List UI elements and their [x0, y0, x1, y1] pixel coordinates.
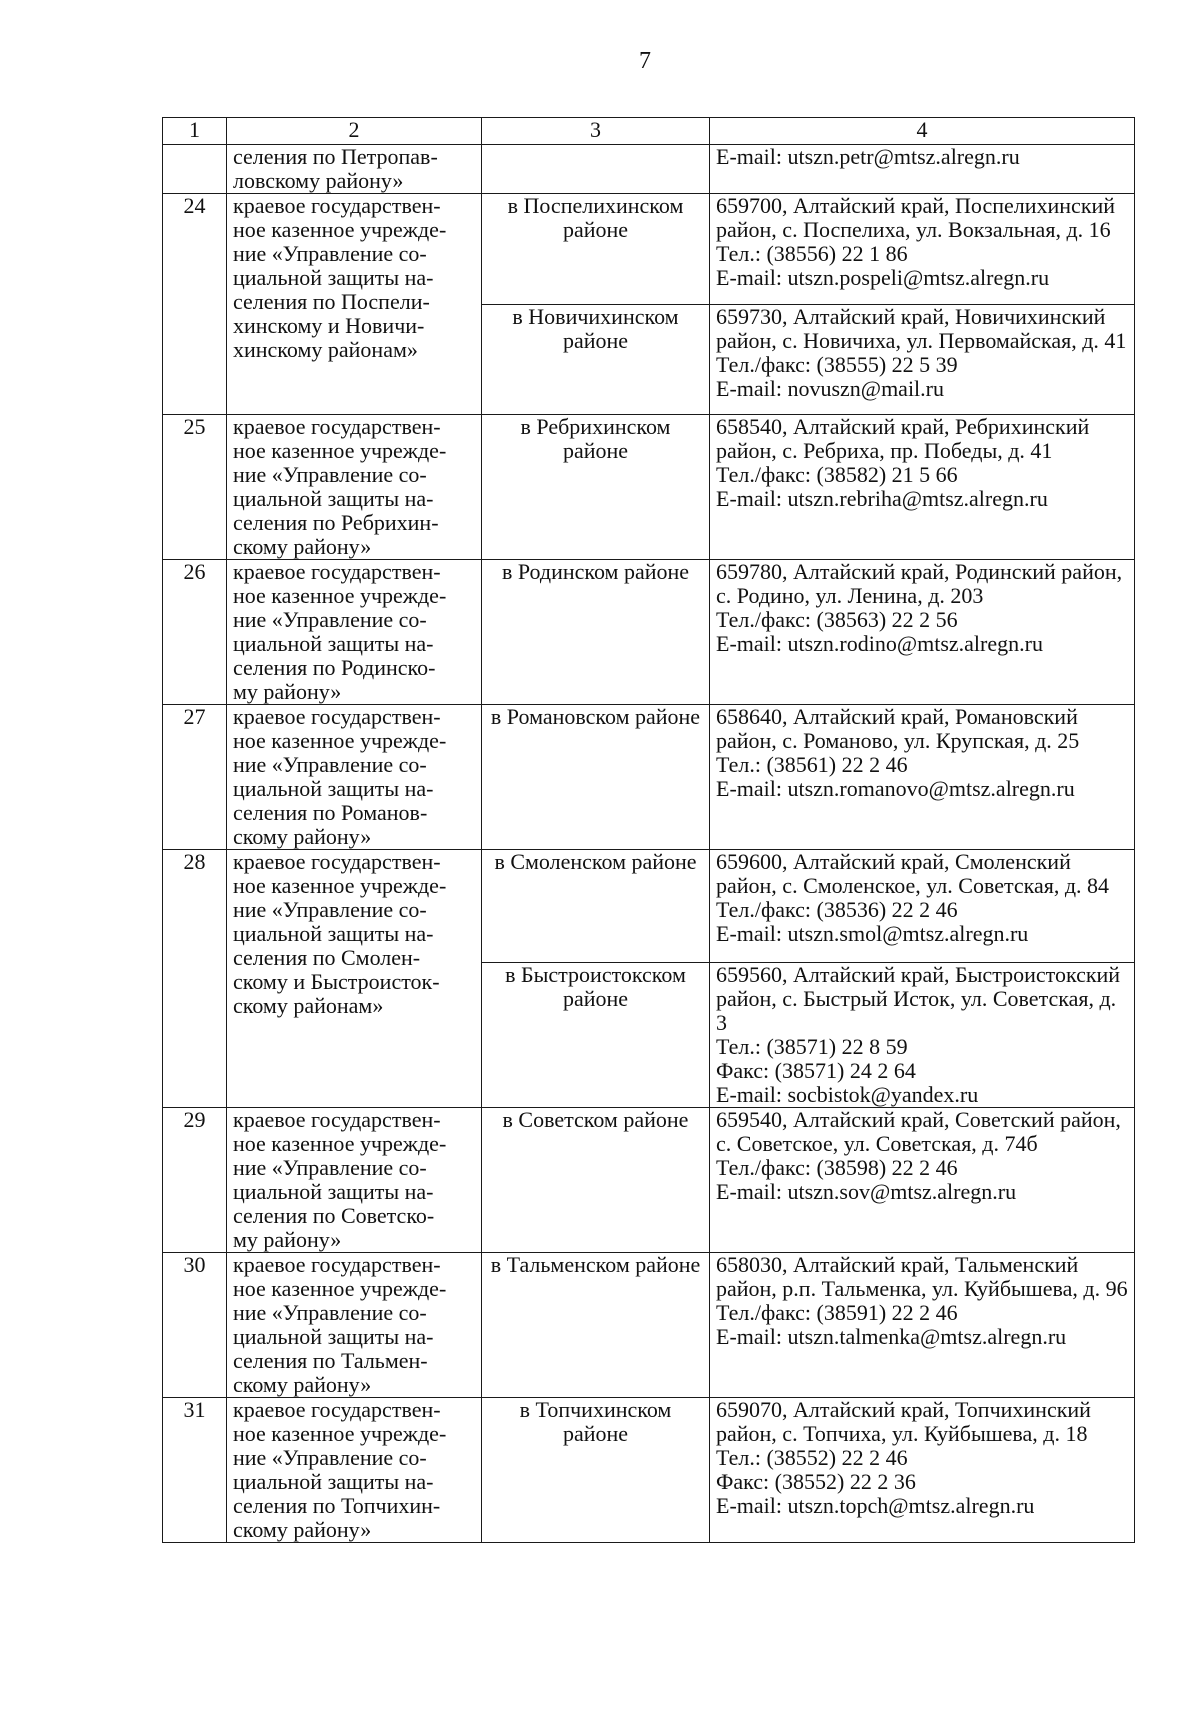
district-name: в Смоленском районе — [482, 850, 710, 963]
district-name: в Романовском районе — [482, 705, 710, 850]
contact-line: Тел./факс: (38582) 21 5 66 — [716, 462, 958, 487]
column-header-4: 4 — [710, 118, 1135, 145]
contact-line: 658640, Алтайский край, Романовский район, с. Романово, ул. Крупская, д. 25 — [716, 704, 1080, 753]
row-number: 28 — [163, 850, 227, 1108]
district-name — [482, 145, 710, 194]
contact-line: 658030, Алтайский край, Тальменский район, р.п. Тальменка, ул. Куйбышева, д. 96 — [716, 1252, 1128, 1301]
institution-name: селения по Петропав- ловскому району» — [227, 145, 482, 194]
row-number: 24 — [163, 194, 227, 415]
column-header-3: 3 — [482, 118, 710, 145]
contact-line: E-mail: utszn.topch@mtsz.alregn.ru — [716, 1493, 1035, 1518]
contact-details — [710, 305, 1135, 415]
contact-line: 658540, Алтайский край, Ребрихинский район, с. Ребриха, пр. Победы, д. 41 — [716, 414, 1090, 463]
district-name: в Новичихинском районе — [482, 305, 710, 415]
contact-line: E-mail: utszn.romanovo@mtsz.alregn.ru — [716, 776, 1075, 801]
contact-line: E-mail: utszn.rebriha@mtsz.alregn.ru — [716, 486, 1048, 511]
row-number: 30 — [163, 1253, 227, 1398]
table-row — [163, 145, 1135, 194]
institution-name: краевое государствен- ное казенное учрежде- ние «Управление со- циальной защиты на- селения по Родинско- му району» — [227, 560, 482, 705]
row-number — [163, 145, 227, 194]
contact-line: 659700, Алтайский край, Поспелихинский район, с. Поспелиха, ул. Вокзальная, д. 16 — [716, 193, 1116, 242]
column-number-row — [163, 118, 1135, 145]
table-row — [163, 850, 1135, 963]
row-number: 27 — [163, 705, 227, 850]
table-row — [163, 1398, 1135, 1543]
table-row — [163, 1253, 1135, 1398]
institution-name: краевое государствен- ное казенное учрежде- ние «Управление со- циальной защиты на- селения по Советско- му району» — [227, 1108, 482, 1253]
contact-line: Тел.: (38552) 22 2 46 — [716, 1445, 908, 1470]
contact-line: E-mail: utszn.talmenka@mtsz.alregn.ru — [716, 1324, 1067, 1349]
district-name: в Советском районе — [482, 1108, 710, 1253]
institution-name: краевое государствен- ное казенное учрежде- ние «Управление со- циальной защиты на- селения по Тальмен- скому району» — [227, 1253, 482, 1398]
contact-details — [710, 560, 1135, 705]
contact-line: Тел./факс: (38563) 22 2 56 — [716, 607, 958, 632]
row-number: 25 — [163, 415, 227, 560]
contact-line: 659540, Алтайский край, Советский район, с. Советское, ул. Советская, д. 74б — [716, 1107, 1121, 1156]
district-name: в Быстроистокском районе — [482, 963, 710, 1108]
institution-name: краевое государствен- ное казенное учрежде- ние «Управление со- циальной защиты на- селения по Ребрихин- скому району» — [227, 415, 482, 560]
contact-line: E-mail: utszn.pospeli@mtsz.alregn.ru — [716, 265, 1050, 290]
contact-line: 659600, Алтайский край, Смоленский район, с. Смоленское, ул. Советская, д. 84 — [716, 849, 1110, 898]
contact-details — [710, 963, 1135, 1108]
contact-line: Тел.: (38561) 22 2 46 — [716, 752, 908, 777]
contact-details — [710, 415, 1135, 560]
contact-line: E-mail: utszn.smol@mtsz.alregn.ru — [716, 921, 1029, 946]
row-number: 26 — [163, 560, 227, 705]
contact-line: 659560, Алтайский край, Быстроистокский район, с. Быстрый Исток, ул. Советская, д. 3 — [716, 962, 1121, 1035]
contact-details — [710, 1108, 1135, 1253]
contact-line: Тел./факс: (38555) 22 5 39 — [716, 352, 958, 377]
contact-line: Тел./факс: (38536) 22 2 46 — [716, 897, 958, 922]
table-row — [163, 415, 1135, 560]
table-row — [163, 1108, 1135, 1253]
contact-line: Тел./факс: (38591) 22 2 46 — [716, 1300, 958, 1325]
contact-line: Тел.: (38571) 22 8 59 — [716, 1034, 908, 1059]
contact-line: E-mail: socbistok@yandex.ru — [716, 1082, 979, 1107]
district-name: в Поспелихинском районе — [482, 194, 710, 305]
contact-line: 659780, Алтайский край, Родинский район, с. Родино, ул. Ленина, д. 203 — [716, 559, 1123, 608]
contact-line: 659070, Алтайский край, Топчихинский район, с. Топчиха, ул. Куйбышева, д. 18 — [716, 1397, 1091, 1446]
table-row — [163, 705, 1135, 850]
contact-line: 659730, Алтайский край, Новичихинский район, с. Новичиха, ул. Первомайская, д. 41 — [716, 304, 1127, 353]
contact-line: E-mail: utszn.sov@mtsz.alregn.ru — [716, 1179, 1017, 1204]
contact-details — [710, 850, 1135, 963]
contact-details — [710, 145, 1135, 194]
contact-details — [710, 1253, 1135, 1398]
institution-name: краевое государствен- ное казенное учрежде- ние «Управление со- циальной защиты на- селения по Топчихин- скому району» — [227, 1398, 482, 1543]
institution-name: краевое государствен- ное казенное учрежде- ние «Управление со- циальной защиты на- селения по Смолен- скому и Быстроисток- скому районам» — [227, 850, 482, 1108]
district-name: в Тальменском районе — [482, 1253, 710, 1398]
contact-line: Тел./факс: (38598) 22 2 46 — [716, 1155, 958, 1180]
table-row — [163, 194, 1135, 305]
contact-line: E-mail: utszn.rodino@mtsz.alregn.ru — [716, 631, 1043, 656]
institutions-table — [162, 117, 1135, 1543]
column-header-1: 1 — [163, 118, 227, 145]
district-name: в Топчихинском районе — [482, 1398, 710, 1543]
page-number: 7 — [639, 48, 651, 74]
contact-details — [710, 1398, 1135, 1543]
column-header-2: 2 — [227, 118, 482, 145]
row-number: 31 — [163, 1398, 227, 1543]
district-name: в Ребрихинском районе — [482, 415, 710, 560]
institution-name: краевое государствен- ное казенное учрежде- ние «Управление со- циальной защиты на- селения по Романов- скому району» — [227, 705, 482, 850]
table-row — [163, 560, 1135, 705]
contact-line: Тел.: (38556) 22 1 86 — [716, 241, 908, 266]
contact-details — [710, 194, 1135, 305]
table-body — [163, 145, 1135, 1543]
contact-line: E-mail: novuszn@mail.ru — [716, 376, 944, 401]
contact-line: E-mail: utszn.petr@mtsz.alregn.ru — [716, 144, 1020, 169]
contact-line: Факс: (38552) 22 2 36 — [716, 1469, 916, 1494]
district-name: в Родинском районе — [482, 560, 710, 705]
institution-name: краевое государствен- ное казенное учрежде- ние «Управление со- циальной защиты на- селения по Поспели- хинскому и Новичи- хинскому районам» — [227, 194, 482, 415]
row-number: 29 — [163, 1108, 227, 1253]
contact-line: Факс: (38571) 24 2 64 — [716, 1058, 916, 1083]
contact-details — [710, 705, 1135, 850]
